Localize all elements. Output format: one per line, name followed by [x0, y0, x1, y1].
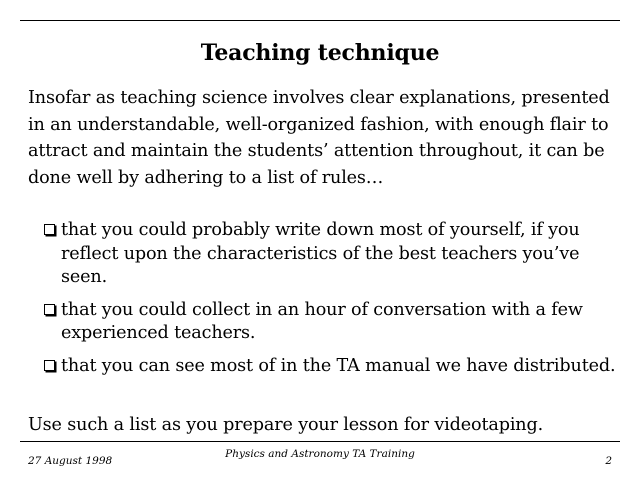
bottom-divider [20, 441, 620, 442]
bullet-text: that you could probably write down most of yourself, if you reflect upon the characteristics of the best teachers you’ve seen. [61, 220, 580, 287]
bullet-text: that you can see most of in the TA manual we have distributed. [61, 355, 616, 376]
checkbox-icon [44, 360, 55, 371]
list-item [44, 299, 624, 346]
list-item [44, 355, 624, 379]
closing-paragraph: Use such a list as you prepare your lesson for videotaping. [28, 415, 544, 435]
list-item [44, 219, 624, 290]
slide-title: Teaching technique [200, 40, 440, 66]
bullet-list [44, 219, 624, 387]
footer-date: 27 August 1998 [28, 455, 113, 467]
page-number: 2 [605, 455, 612, 467]
top-divider [20, 20, 620, 21]
intro-paragraph: Insofar as teaching science involves clear explanations, presented in an understandable, well-organized fashion, with enough flair to attract and maintain the students’ attention throughout, it can be done well by adhering to a list of rules… [28, 88, 610, 188]
checkbox-icon [44, 224, 55, 235]
footer-course-title: Physics and Astronomy TA Training [225, 448, 415, 460]
bullet-text: that you could collect in an hour of conversation with a few experienced teachers. [61, 299, 583, 343]
checkbox-icon [44, 304, 55, 315]
